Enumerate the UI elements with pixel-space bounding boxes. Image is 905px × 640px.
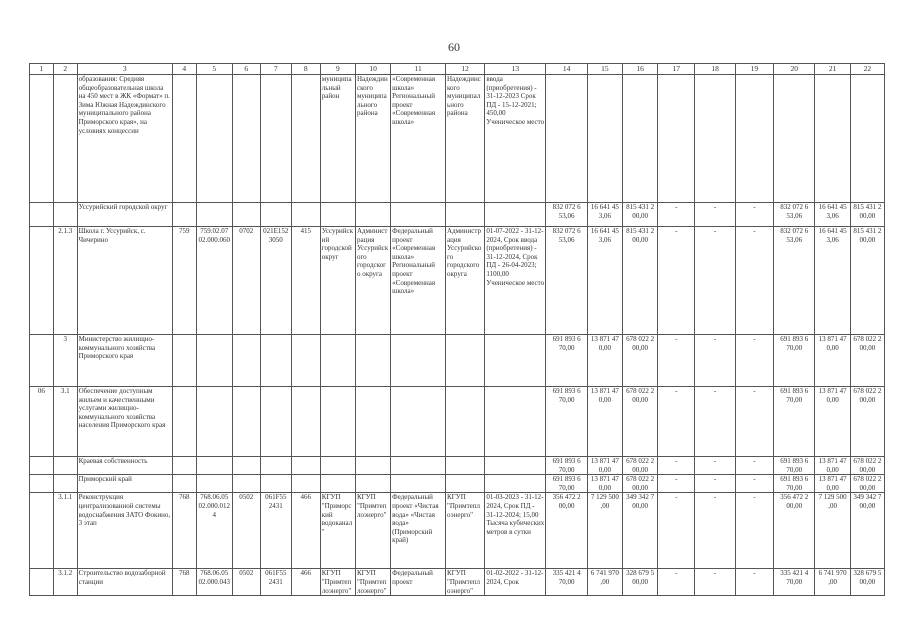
column-header: 6 (232, 64, 260, 75)
table-cell: - (695, 457, 735, 475)
table-cell: 691 893 6 70,00 (774, 475, 815, 493)
table-cell (320, 475, 355, 493)
table-cell (53, 203, 77, 227)
table-cell (320, 335, 355, 387)
table-row (30, 475, 885, 493)
table-cell: - (695, 387, 735, 457)
table-cell (232, 457, 260, 475)
table-cell: - (735, 457, 773, 475)
table-cell (232, 203, 260, 227)
table-row (30, 75, 885, 203)
table-cell: 691 893 6 70,00 (774, 335, 815, 387)
table-cell (355, 387, 390, 457)
table-cell: 13 871 47 0,00 (587, 457, 622, 475)
table-cell (260, 75, 291, 203)
table-cell (546, 75, 587, 203)
column-header: 13 (485, 64, 546, 75)
table-cell (485, 335, 546, 387)
column-header: 8 (291, 64, 320, 75)
table-cell: 0502 (232, 493, 260, 569)
column-header: 17 (658, 64, 695, 75)
table-cell: 678 022 2 00,00 (850, 387, 884, 457)
table-cell (260, 457, 291, 475)
table-cell: - (735, 475, 773, 493)
table-cell: 06 (30, 387, 54, 457)
table-cell (196, 475, 232, 493)
table-cell: муниципальный район (320, 75, 355, 203)
table-cell (196, 457, 232, 475)
table-cell: 691 893 6 70,00 (774, 387, 815, 457)
table-cell (291, 335, 320, 387)
table-cell (53, 75, 77, 203)
table-cell: Надеждинского муниципального района (355, 75, 390, 203)
table-cell: 691 893 6 70,00 (546, 387, 587, 457)
table-cell: 01-07-2022 - 31-12-2024, Срок ввода (приобретения) - 31-12-2024, Срок ПД - 26-04-2023; 1100,00 Ученическое место (485, 227, 546, 335)
table-cell: 7 129 500 ,00 (587, 493, 622, 569)
table-cell (232, 475, 260, 493)
table-cell (446, 335, 485, 387)
table-cell (355, 457, 390, 475)
column-header: 7 (260, 64, 291, 75)
table-cell (391, 387, 446, 457)
table-cell: 01-02-2022 - 31-12-2024, Срок (485, 569, 546, 596)
column-header: 4 (172, 64, 196, 75)
table-cell: 691 893 6 70,00 (546, 335, 587, 387)
table-cell: 328 679 5 00,00 (622, 569, 657, 596)
table-cell: - (695, 203, 735, 227)
table-cell: Краевая собственность (77, 457, 172, 475)
table-cell: - (695, 475, 735, 493)
table-cell: 16 641 45 3,06 (587, 227, 622, 335)
table-cell: 16 641 45 3,06 (587, 203, 622, 227)
table-cell: 832 072 6 53,06 (546, 227, 587, 335)
column-header: 15 (587, 64, 622, 75)
column-header: 9 (320, 64, 355, 75)
table-cell: 0502 (232, 569, 260, 596)
table-cell (196, 387, 232, 457)
table-cell (485, 387, 546, 457)
table-cell: 678 022 2 00,00 (850, 457, 884, 475)
table-cell: 815 431 2 00,00 (850, 203, 884, 227)
column-header: 16 (622, 64, 657, 75)
table-cell: 335 421 4 70,00 (774, 569, 815, 596)
table-cell: 3 (53, 335, 77, 387)
table-cell: 356 472 2 00,00 (546, 493, 587, 569)
table-cell: 16 641 45 3,06 (815, 203, 850, 227)
table-cell (260, 475, 291, 493)
table-cell: Реконструкция централизованной системы водоснабжения ЗАТО Фокино, 3 этап (77, 493, 172, 569)
table-cell: 356 472 2 00,00 (774, 493, 815, 569)
table-cell: ввода (приобретения) - 31-12-2023 Срок ПД - 15-12-2021; 450,00 Ученическое место (485, 75, 546, 203)
column-header: 20 (774, 64, 815, 75)
table-cell: 691 893 6 70,00 (774, 457, 815, 475)
table-cell: 13 871 47 0,00 (815, 387, 850, 457)
table-cell: 6 741 970 ,00 (587, 569, 622, 596)
table-cell: 678 022 2 00,00 (622, 475, 657, 493)
table-cell (485, 203, 546, 227)
table-cell (695, 75, 735, 203)
table-cell: - (735, 335, 773, 387)
table-row (30, 227, 885, 335)
table-cell (196, 203, 232, 227)
table-cell: - (735, 203, 773, 227)
table-cell (735, 75, 773, 203)
table-cell: 768.06.05 02.000.012 4 (196, 493, 232, 569)
table-cell: 021Е152 3050 (260, 227, 291, 335)
page-number: 60 (448, 40, 460, 54)
table-cell: 2.1.3 (53, 227, 77, 335)
table-cell (53, 475, 77, 493)
table-cell (30, 475, 54, 493)
table-cell: - (735, 387, 773, 457)
table-cell (391, 203, 446, 227)
table-cell (30, 227, 54, 335)
table-cell: 691 893 6 70,00 (546, 457, 587, 475)
table-cell: - (658, 493, 695, 569)
table-cell: КГУП "Примтеплоэнерго" (446, 569, 485, 596)
table-cell: - (695, 335, 735, 387)
table-cell: Министерство жилищно-коммунального хозяйства Приморского края (77, 335, 172, 387)
column-header: 10 (355, 64, 390, 75)
table-cell: КГУП "Приморский водоканал" (320, 493, 355, 569)
table-cell: 0702 (232, 227, 260, 335)
table-cell (172, 387, 196, 457)
table-row (30, 203, 885, 227)
table-cell: Надеждинского муниципального района (446, 75, 485, 203)
table-cell (53, 457, 77, 475)
table-cell (391, 475, 446, 493)
table-cell (485, 475, 546, 493)
table-cell (850, 75, 884, 203)
table-cell: - (658, 335, 695, 387)
table-cell (815, 75, 850, 203)
table-row (30, 335, 885, 387)
table-cell: КГУП "Примтеплоэнерго" (355, 493, 390, 569)
table-cell: КГУП "Примтеплоэнерго" (446, 493, 485, 569)
table-row (30, 493, 885, 569)
table-cell: 13 871 47 0,00 (587, 387, 622, 457)
table-cell: - (658, 387, 695, 457)
table-cell: Строительство водозаборной станции (77, 569, 172, 596)
table-cell: Федеральный проект (391, 569, 446, 596)
table-cell (172, 203, 196, 227)
table-cell: 691 893 6 70,00 (546, 475, 587, 493)
table-cell (320, 203, 355, 227)
table-cell: 335 421 4 70,00 (546, 569, 587, 596)
table-cell (355, 203, 390, 227)
table-cell: Приморский край (77, 475, 172, 493)
table-cell (485, 457, 546, 475)
table-cell: 768.06.05 02.000.043 (196, 569, 232, 596)
header-row (30, 64, 885, 75)
table-cell (172, 457, 196, 475)
table-cell: Уссурийский городской округ (77, 203, 172, 227)
table-cell: 815 431 2 00,00 (622, 203, 657, 227)
table-cell (30, 493, 54, 569)
table-cell (320, 387, 355, 457)
table-cell (172, 335, 196, 387)
table-cell: - (735, 569, 773, 596)
table-cell: 061F55 2431 (260, 569, 291, 596)
table-cell: - (658, 227, 695, 335)
table-cell: 466 (291, 569, 320, 596)
column-header: 1 (30, 64, 54, 75)
budget-table (29, 63, 885, 596)
table-cell (30, 457, 54, 475)
table-cell: - (658, 569, 695, 596)
table-cell: - (695, 493, 735, 569)
column-header: 18 (695, 64, 735, 75)
table-cell: Федеральный проект «Чистая вода» «Чистая вода» (Приморский край) (391, 493, 446, 569)
table-row (30, 387, 885, 457)
table-cell: 6 741 970 ,00 (815, 569, 850, 596)
table-cell: - (735, 227, 773, 335)
table-cell: - (658, 457, 695, 475)
table-cell: КГУП "Примтеплоэнерго" (320, 569, 355, 596)
table-cell: Федеральный проект «Современная школа» Региональный проект «Современная школа» (391, 227, 446, 335)
table-cell (291, 203, 320, 227)
table-cell (30, 75, 54, 203)
table-cell (355, 335, 390, 387)
table-cell: Администрация Уссурийского городского округа (446, 227, 485, 335)
table-cell (291, 475, 320, 493)
table-cell (446, 475, 485, 493)
table-cell: - (695, 569, 735, 596)
table-cell: 7 129 500 ,00 (815, 493, 850, 569)
table-cell: 832 072 6 53,06 (546, 203, 587, 227)
table-cell (587, 75, 622, 203)
table-cell: 3.1 (53, 387, 77, 457)
table-cell: 3.1.1 (53, 493, 77, 569)
table-cell: 678 022 2 00,00 (622, 387, 657, 457)
table-cell: 678 022 2 00,00 (622, 457, 657, 475)
table-cell (355, 475, 390, 493)
column-header: 2 (53, 64, 77, 75)
table-cell (260, 387, 291, 457)
table-cell (291, 457, 320, 475)
table-cell (291, 75, 320, 203)
table-cell: Школа г. Уссурийск, с. Чичерино (77, 227, 172, 335)
table-cell (658, 75, 695, 203)
table-cell: - (658, 203, 695, 227)
table-cell: 01-03-2023 - 31-12-2024, Срок ПД - 31-12-2024; 15,00 Тысяча кубических метров в сутки (485, 493, 546, 569)
column-header: 5 (196, 64, 232, 75)
table-cell: 678 022 2 00,00 (850, 335, 884, 387)
table-cell: 832 072 6 53,06 (774, 203, 815, 227)
table-cell: 415 (291, 227, 320, 335)
column-header: 12 (446, 64, 485, 75)
table-cell (172, 75, 196, 203)
column-header: 14 (546, 64, 587, 75)
table-cell: 678 022 2 00,00 (850, 475, 884, 493)
table-cell: 328 679 5 00,00 (850, 569, 884, 596)
table-cell: 061F55 2431 (260, 493, 291, 569)
table-row (30, 569, 885, 596)
table-cell (446, 457, 485, 475)
table-cell (291, 387, 320, 457)
table-cell: образования: Средняя общеобразовательная школа на 450 мест в ЖК «Формат» п. Зима Южная Надеждинского муниципального района Приморского края», на условиях концессии (77, 75, 172, 203)
table-cell: КГУП "Примтеплоэнерго" (355, 569, 390, 596)
table-cell (232, 75, 260, 203)
table-cell: 678 022 2 00,00 (622, 335, 657, 387)
table-cell: 832 072 6 53,06 (774, 227, 815, 335)
table-cell (391, 457, 446, 475)
column-header: 22 (850, 64, 884, 75)
table-cell: Обеспечение доступным жильем и качественными услугами жилищно-коммунального хозяйства населения Приморского края (77, 387, 172, 457)
column-header: 19 (735, 64, 773, 75)
table-cell: 13 871 47 0,00 (815, 475, 850, 493)
table-cell: 13 871 47 0,00 (587, 475, 622, 493)
table-cell: 13 871 47 0,00 (815, 457, 850, 475)
table-cell (196, 75, 232, 203)
table-cell: - (695, 227, 735, 335)
table-cell: - (658, 475, 695, 493)
table-cell: 768 (172, 493, 196, 569)
table-cell (446, 203, 485, 227)
table-cell: 349 342 7 00,00 (850, 493, 884, 569)
table-cell: 815 431 2 00,00 (622, 227, 657, 335)
table-cell: 768 (172, 569, 196, 596)
table-cell: 759 (172, 227, 196, 335)
column-header: 11 (391, 64, 446, 75)
table-cell (622, 75, 657, 203)
table-cell: 759.02.07 02.000.060 (196, 227, 232, 335)
table-cell: 3.1.2 (53, 569, 77, 596)
table-cell (774, 75, 815, 203)
table-cell: Уссурийский городской округ (320, 227, 355, 335)
table-cell: 466 (291, 493, 320, 569)
table-cell: 13 871 47 0,00 (587, 335, 622, 387)
table-cell (172, 475, 196, 493)
table-row (30, 457, 885, 475)
column-header: 3 (77, 64, 172, 75)
table-cell (30, 569, 54, 596)
table-cell: 815 431 2 00,00 (850, 227, 884, 335)
table-cell (260, 203, 291, 227)
table-cell (232, 387, 260, 457)
table-cell: 349 342 7 00,00 (622, 493, 657, 569)
table-cell (260, 335, 291, 387)
table-cell: «Современная школа» Региональный проект «Современная школа» (391, 75, 446, 203)
table-cell (391, 335, 446, 387)
table-cell: 13 871 47 0,00 (815, 335, 850, 387)
table-cell (446, 387, 485, 457)
table-cell (30, 203, 54, 227)
table-cell: 16 641 45 3,06 (815, 227, 850, 335)
column-header: 21 (815, 64, 850, 75)
table-cell (30, 335, 54, 387)
table-cell (196, 335, 232, 387)
table-cell: Администрация Уссурийского городского округа (355, 227, 390, 335)
table-cell: - (735, 493, 773, 569)
table-cell (320, 457, 355, 475)
table-cell (232, 335, 260, 387)
